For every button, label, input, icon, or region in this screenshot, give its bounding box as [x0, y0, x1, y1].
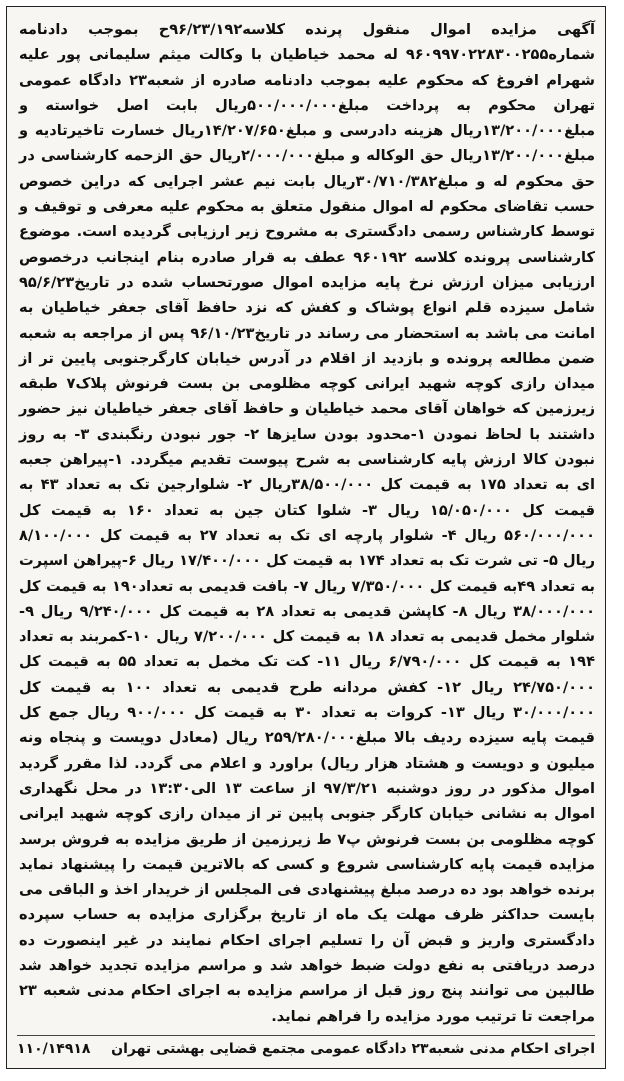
- reference-number: ۱۱۰/۱۴۹۱۸: [17, 1041, 91, 1057]
- notice-body-text: آگهی مزایده اموال منقول پرنده کلاسه۹۶/۲۳/۱۹۲ح بموجب دادنامه شماره۹۶۰۹۹۷۰۲۲۸۳۰۰۲۵۵ له محمد خیاطیان با وکالت میثم سلیمانی پور علیه شهرام افروغ که محکوم علیه بموجب دادنامه صادره از شعبه۲۳ دادگاه عمومی تهران محکوم به پرداخت مبلغ۵۰۰/۰۰۰/۰۰۰ریال بابت اصل خواسته و مبلغ۱۳/۲۰۰/۰۰۰ریال هزینه دادرسی و مبلغ۱۴/۲۰۷/۶۵۰ریال خسارت تاخیرتادیه و مبلغ۱۳/۲۰۰/۰۰۰ریال حق الوکاله و مبلغ۲/۰۰۰/۰۰۰ریال حق الزحمه کارشناسی در حق محکوم له و مبلغ۳۰/۷۱۰/۳۸۲ریال بابت نیم عشر اجرایی که دراین خصوص حسب تقاضای محکوم له اموال منقول متعلق به محکوم علیه معرفی و توقیف و توسط کارشناس رسمی دادگستری به مشروح زیر ارزیابی گردیده است. موضوع کارشناسی پرونده کلاسه ۹۶۰۱۹۲ عطف به قرار صادره بنام اینجانب درخصوص ارزیابی میزان ارزش نرخ پایه مزایده اموال صورتحساب شده در تاریخ۹۵/۶/۲۳ شامل سیزده قلم انواع پوشاک و کفش که نزد حافظ آقای جعفر خیاطیان به امانت می باشد به استحضار می رساند در تاریخ۹۶/۱۰/۲۳ پس از مراجعه به شعبه ضمن مطالعه پرونده و بازدید از اقلام در آدرس خیابان کارگرجنوبی پایین تر از میدان رازی کوچه شهید ایرانی کوچه مظلومی بن بست فرنوش پلاک۷ طبقه زیرزمین که خواهان آقای محمد خیاطیان و حافظ آقای جعفر خیاطیان نیز حضور داشتند با لحاظ نمودن ۱-محدود بودن سایزها ۲- جور نبودن رنگبندی ۳- به روز نبودن کالا ارزش پایه کارشناسی به شرح پیوست تقدیم میگردد. ۱-پیراهن جعبه ای به تعداد ۱۷۵ به قیمت کل ۳۸/۵۰۰/۰۰۰ریال ۲- شلوارجین تک به تعداد ۴۳ به قیمت کل ۱۵/۰۵۰/۰۰۰ ریال ۳- شلوا کتان جین به تعداد ۱۶۰ به قیمت کل ۵۶۰/۰۰۰/۰۰۰ ریال ۴- شلوار پارچه ای تک به تعداد ۲۷ به قیمت کل ۸/۱۰۰/۰۰۰ ریال ۵- تی شرت تک به تعداد ۱۷۴ به قیمت کل ۱۷/۴۰۰/۰۰۰ ریال ۶-پیراهن اسپرت به تعداد ۴۹به قیمت کل ۷/۳۵۰/۰۰۰ ریال ۷- بافت قدیمی به تعداد۱۹۰ به قیمت کل ۳۸/۰۰۰/۰۰۰ ریال ۸- کاپشن قدیمی به تعداد ۲۸ به قیمت کل ۹/۲۴۰/۰۰۰ ریال ۹-شلوار مخمل قدیمی به تعداد ۱۸ به قیمت کل ۷/۲۰۰/۰۰۰ ریال ۱۰-کمربند به تعداد ۱۹۴ به قیمت کل ۶/۷۹۰/۰۰۰ ریال ۱۱- کت تک مخمل به تعداد ۵۵ به قیمت کل ۲۴/۷۵۰/۰۰۰ ریال ۱۲- کفش مردانه طرح قدیمی به تعداد ۱۰۰ به قیمت کل ۳۰/۰۰۰/۰۰۰ ریال ۱۳- کروات به تعداد ۳۰ به قیمت کل ۹۰۰/۰۰۰ ریال جمع کل قیمت پایه سیزده ردیف بالا مبلغ۲۵۹/۲۸۰/۰۰۰ ریال (معادل دویست و پنجاه ونه میلیون و دویست و هشتاد هزار ریال) براورد و اعلام می گردد. لذا مقرر گردید اموال مذکور در روز دوشنبه ۹۷/۳/۲۱ از ساعت ۱۳ الی۱۳:۳۰ در محل نگهداری اموال به نشانی خیابان کارگر جنوبی پایین تر از میدان رازی کوچه شهید ایرانی کوچه مظلومی بن بست فرنوش پ۷ ط زیرزمین از طریق مزایده به فروش برسد مزایده قیمت پایه کارشناسی شروع و کسی که بالاترین قیمت را پیشنهاد نماید برنده خواهد بود ده درصد مبلغ پیشنهادی فی المجلس از خریدار اخذ و الباقی می بایست حداکثر ظرف مهلت یک ماه از تاریخ برگزاری مزایده به حساب سپرده دادگستری واریز و قبض آن را تسلیم اجرای احکام نمایند در غیر اینصورت ده درصد دریافتی به نفع دولت ضبط خواهد شد و مراسم مزایده تجدید خواهد شد طالبین می توانند پنج روز قبل از مراسم مزایده به اجرای احکام مدنی شعبه ۲۳ مراجعت تا ترتیب مورد مزایده را فراهم نماید.: [19, 21, 596, 1025]
- issuer-name: اجرای احکام مدنی شعبه۲۳ دادگاه عمومی مجتمع قضایی بهشتی تهران: [111, 1041, 595, 1057]
- auction-notice: [6, 6, 606, 1069]
- notice-footer: [17, 1035, 595, 1062]
